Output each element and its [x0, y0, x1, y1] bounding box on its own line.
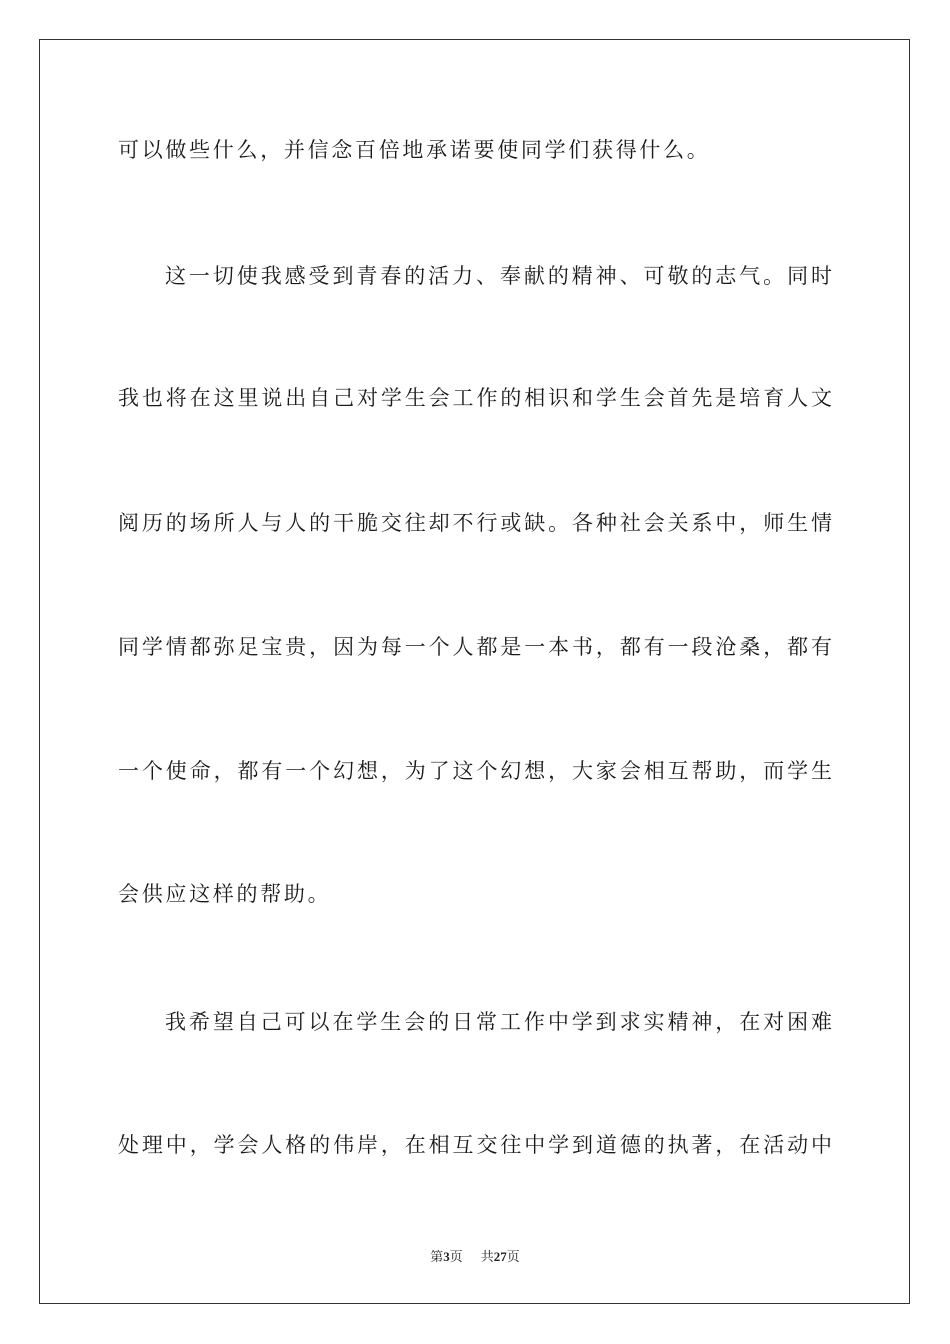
page-current: 3 [443, 1249, 450, 1264]
body-line-1: 可以做些什么，并信念百倍地承诺要使同学们获得什么。 [118, 138, 711, 162]
page-border [39, 39, 910, 1304]
page-suffix: 页 [449, 1250, 463, 1265]
body-line-8: 我希望自己可以在学生会的日常工作中学到求实精神，在对困难 [165, 1010, 832, 1034]
body-line-9: 处理中，学会人格的伟岸，在相互交往中学到道德的执著，在活动中 [118, 1133, 832, 1157]
page-prefix: 第 [430, 1250, 444, 1265]
body-line-4: 阅历的场所人与人的干脆交往却不行或缺。各种社会关系中，师生情 [118, 511, 832, 535]
body-line-2: 这一切使我感受到青春的活力、奉献的精神、可敬的志气。同时 [165, 264, 832, 288]
body-line-6: 一个使命，都有一个幻想，为了这个幻想，大家会相互帮助，而学生 [118, 759, 832, 783]
body-line-7: 会供应这样的帮助。 [118, 882, 332, 906]
page-total: 27 [493, 1249, 507, 1264]
total-prefix: 共 [480, 1250, 494, 1265]
body-line-3: 我也将在这里说出自己对学生会工作的相识和学生会首先是培育人文 [118, 386, 832, 410]
page-footer [0, 1248, 950, 1267]
total-suffix: 页 [506, 1250, 520, 1265]
body-line-5: 同学情都弥足宝贵，因为每一个人都是一本书，都有一段沧桑，都有 [118, 635, 832, 659]
